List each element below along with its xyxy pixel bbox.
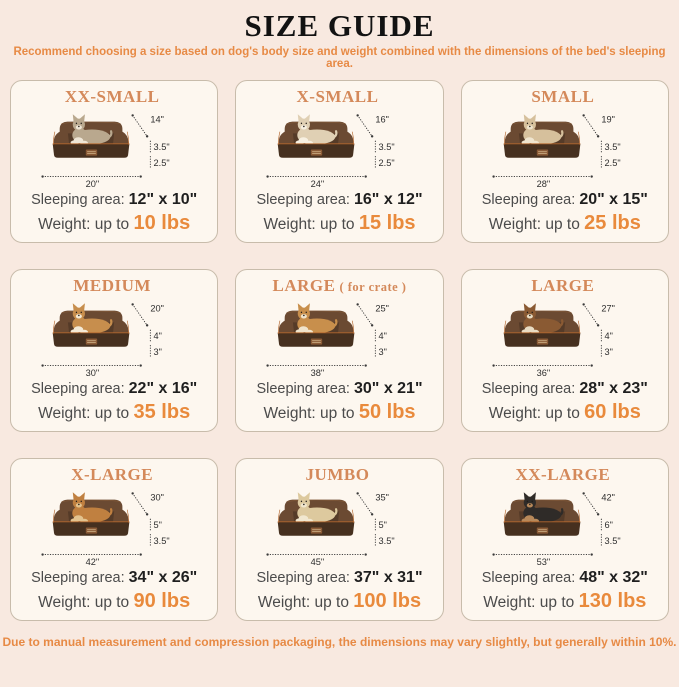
dim-base-height: 2.5" [153, 158, 170, 169]
size-card-large [461, 269, 669, 432]
dim-back-height: 19" [601, 114, 615, 125]
sleeping-area-value: 34" x 26" [128, 569, 198, 587]
sleeping-area-line [468, 378, 662, 400]
weight-value: 15 lbs [358, 212, 416, 234]
bed-dog-graphic [468, 298, 662, 378]
disclaimer-note: Due to manual measurement and compression packaging, the dimensions may vary slightly, but generally within 10%. [2, 635, 677, 649]
weight-label: Weight: up to [263, 405, 355, 422]
sleeping-area-value: 48" x 32" [579, 569, 648, 587]
dim-bolster-height: 4" [378, 331, 388, 342]
size-title [17, 275, 211, 298]
bed-dog-graphic [17, 298, 211, 378]
sleeping-area-label: Sleeping area: [31, 381, 125, 398]
weight-line [17, 400, 211, 425]
page-subtitle: Recommend choosing a size based on dog's body size and weight combined with the dimensions of the bed's sleeping area. [13, 46, 666, 70]
sleeping-area-value: 30" x 21" [353, 380, 423, 398]
dim-back-height: 14" [150, 114, 164, 125]
sleeping-area-line [242, 567, 436, 589]
sleeping-area-value: 20" x 15" [579, 191, 648, 209]
weight-line [17, 589, 211, 614]
dog-on-bed-illustration [503, 114, 580, 158]
dim-base-height: 3" [153, 347, 162, 358]
sleeping-area-value: 12" x 10" [128, 191, 198, 209]
dog-on-bed-illustration [278, 114, 355, 158]
dim-base-height: 2.5" [378, 158, 396, 169]
weight-value: 50 lbs [358, 401, 416, 423]
size-title [468, 464, 662, 487]
bed-dog-graphic [242, 487, 436, 567]
dim-width: 36" [536, 367, 550, 378]
weight-value: 25 lbs [584, 212, 641, 234]
weight-line [242, 589, 436, 614]
sleeping-area-line [17, 378, 211, 400]
dog-on-bed-illustration [278, 492, 355, 536]
size-card-xx-small [10, 80, 218, 243]
dim-back-height: 16" [375, 114, 390, 125]
dog-on-bed-illustration [53, 114, 130, 158]
sleeping-area-label: Sleeping area: [31, 570, 125, 587]
size-title [242, 275, 436, 298]
weight-line [468, 211, 662, 236]
dim-width: 38" [311, 367, 325, 378]
weight-label: Weight: up to [257, 594, 349, 611]
dim-back-height: 27" [601, 303, 615, 314]
size-title [242, 464, 436, 487]
sleeping-area-label: Sleeping area: [481, 570, 576, 587]
dim-base-height: 3.5" [378, 536, 396, 547]
size-card-jumbo [235, 458, 443, 621]
bed-dog-graphic [242, 109, 436, 189]
weight-line [468, 400, 662, 425]
dim-bolster-height: 4" [153, 331, 162, 342]
bed-figure [17, 298, 211, 378]
size-title [242, 86, 436, 109]
dim-width: 45" [311, 556, 325, 567]
weight-value: 35 lbs [133, 401, 191, 423]
weight-line [242, 400, 436, 425]
weight-label: Weight: up to [38, 405, 130, 422]
sleeping-area-value: 22" x 16" [128, 380, 198, 398]
dim-width: 53" [536, 556, 550, 567]
dim-back-height: 25" [375, 303, 390, 314]
dim-bolster-height: 4" [604, 331, 613, 342]
bed-figure [242, 298, 436, 378]
dim-bolster-height: 3.5" [153, 142, 170, 153]
dog-on-bed-illustration [503, 303, 580, 347]
weight-value: 90 lbs [133, 590, 191, 612]
size-guide-page [0, 8, 679, 687]
dim-bolster-height: 5" [378, 520, 388, 531]
sleeping-area-label: Sleeping area: [481, 381, 576, 398]
dim-bolster-height: 6" [604, 520, 613, 531]
weight-value: 130 lbs [578, 590, 647, 612]
weight-line [17, 211, 211, 236]
bed-figure [468, 298, 662, 378]
sleeping-area-line [242, 189, 436, 211]
bed-dog-graphic [468, 109, 662, 189]
sleeping-area-label: Sleeping area: [256, 570, 350, 587]
size-card-large-crate [235, 269, 443, 432]
size-name-label: LARGE [272, 276, 336, 295]
size-card-x-large [10, 458, 218, 621]
bed-dog-graphic [17, 109, 211, 189]
bed-dog-graphic [242, 298, 436, 378]
size-card-medium [10, 269, 218, 432]
weight-label: Weight: up to [488, 405, 580, 422]
sleeping-area-label: Sleeping area: [481, 192, 576, 209]
dim-back-height: 20" [150, 303, 164, 314]
dim-width: 24" [311, 178, 325, 189]
size-grid [10, 80, 669, 621]
weight-line [468, 589, 662, 614]
size-name-label: MEDIUM [73, 276, 151, 295]
dim-base-height: 3" [604, 347, 613, 358]
dim-base-height: 3" [378, 347, 388, 358]
bed-figure [468, 487, 662, 567]
weight-label: Weight: up to [488, 216, 580, 233]
dim-base-height: 3.5" [153, 536, 170, 547]
bed-figure [17, 109, 211, 189]
sleeping-area-line [17, 567, 211, 589]
sleeping-area-line [242, 378, 436, 400]
size-note-label: ( for crate ) [339, 280, 407, 294]
weight-label: Weight: up to [483, 594, 575, 611]
bed-figure [242, 109, 436, 189]
dim-back-height: 35" [375, 492, 390, 503]
dim-back-height: 30" [150, 492, 164, 503]
sleeping-area-value: 37" x 31" [353, 569, 423, 587]
dim-width: 20" [85, 178, 100, 189]
size-title [468, 86, 662, 109]
size-card-x-small [235, 80, 443, 243]
sleeping-area-line [17, 189, 211, 211]
dim-base-height: 2.5" [604, 158, 621, 169]
size-name-label: LARGE [531, 276, 595, 295]
sleeping-area-value: 28" x 23" [579, 380, 648, 398]
page-title: SIZE GUIDE [244, 8, 435, 43]
size-card-xx-large [461, 458, 669, 621]
bed-dog-graphic [468, 487, 662, 567]
weight-label: Weight: up to [38, 216, 130, 233]
size-title [17, 464, 211, 487]
dog-on-bed-illustration [278, 303, 355, 347]
dim-back-height: 42" [601, 492, 615, 503]
size-name-label: XX-LARGE [515, 465, 611, 484]
bed-dog-graphic [17, 487, 211, 567]
dog-on-bed-illustration [53, 492, 130, 536]
dim-width: 30" [85, 367, 100, 378]
size-title [468, 275, 662, 298]
dog-on-bed-illustration [503, 492, 580, 536]
sleeping-area-label: Sleeping area: [256, 381, 350, 398]
dim-bolster-height: 5" [153, 520, 162, 531]
dim-bolster-height: 3.5" [604, 142, 621, 153]
size-name-label: SMALL [531, 87, 595, 106]
sleeping-area-label: Sleeping area: [256, 192, 350, 209]
weight-value: 60 lbs [584, 401, 641, 423]
weight-value: 10 lbs [133, 212, 191, 234]
weight-line [242, 211, 436, 236]
sleeping-area-line [468, 189, 662, 211]
size-title [17, 86, 211, 109]
size-name-label: XX-SMALL [64, 87, 160, 106]
weight-label: Weight: up to [38, 594, 130, 611]
dog-on-bed-illustration [53, 303, 130, 347]
bed-figure [17, 487, 211, 567]
sleeping-area-label: Sleeping area: [31, 192, 125, 209]
dim-width: 42" [85, 556, 100, 567]
dim-width: 28" [536, 178, 550, 189]
sleeping-area-value: 16" x 12" [353, 191, 423, 209]
bed-figure [242, 487, 436, 567]
bed-figure [468, 109, 662, 189]
size-name-label: X-LARGE [71, 465, 154, 484]
size-card-small [461, 80, 669, 243]
size-name-label: JUMBO [305, 465, 370, 484]
weight-value: 100 lbs [353, 590, 422, 612]
dim-bolster-height: 3.5" [378, 142, 396, 153]
weight-label: Weight: up to [263, 216, 355, 233]
size-name-label: X-SMALL [296, 87, 379, 106]
sleeping-area-line [468, 567, 662, 589]
dim-base-height: 3.5" [604, 536, 621, 547]
